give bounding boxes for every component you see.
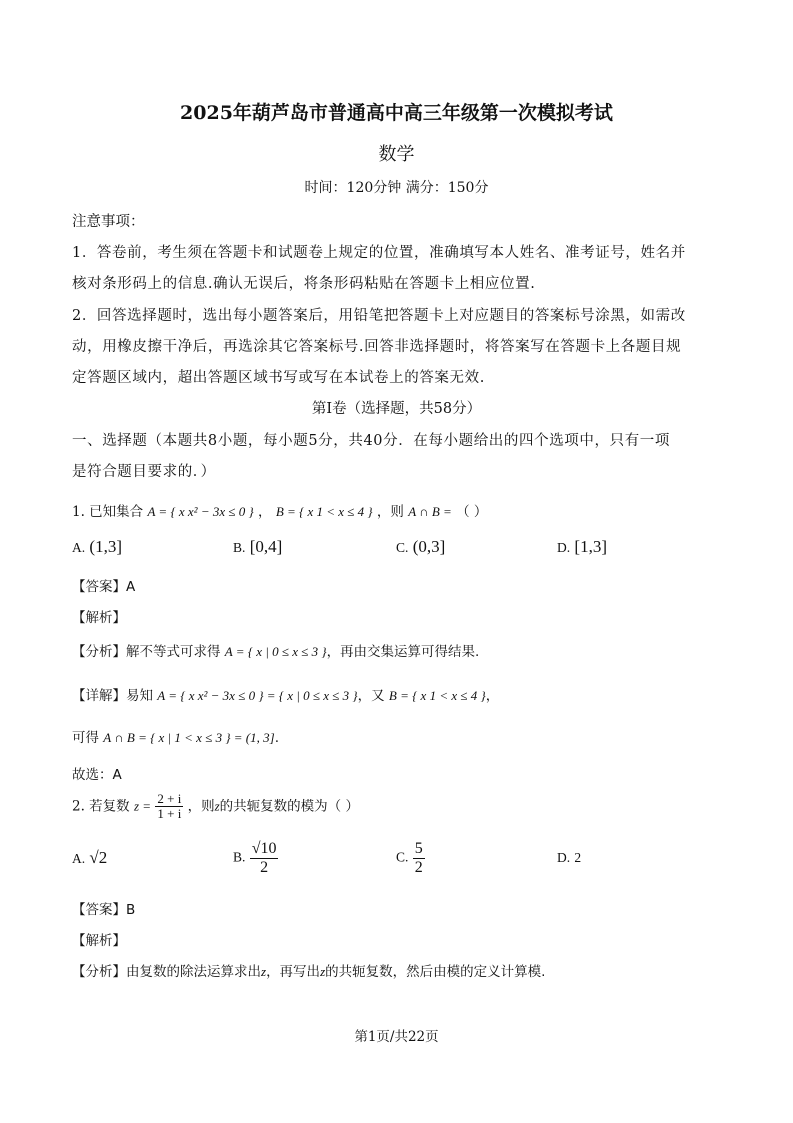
option-value: √2 (89, 848, 108, 867)
question-1-stem (72, 500, 487, 520)
fraction-numerator: 2 + i (157, 791, 182, 806)
detail-math: A = { x x² − 3x ≤ 0 } = { x | 0 ≤ x ≤ 3 } (157, 688, 358, 703)
page-number: 第1页/共22页 (354, 1029, 439, 1045)
question-1-option-b (233, 537, 282, 557)
fenxi-tag: 【分析】 (72, 644, 126, 660)
option-value: (1,3] (89, 537, 122, 556)
question-2-z: z (214, 798, 220, 814)
notice-item-1-line-1: 1．答卷前，考生须在答题卡和试题卷上规定的位置，准确填写本人姓名、准考证号，姓名并 (72, 245, 686, 261)
detail-text-pre: 易知 (126, 688, 153, 704)
fenxi-z: z (261, 964, 267, 979)
option-fraction (250, 840, 279, 876)
option-label: D. (557, 540, 571, 555)
notice-heading: 注意事项： (72, 214, 145, 230)
option-label: B. (233, 540, 246, 555)
option-label: D. (557, 850, 571, 865)
question-2-option-d (557, 850, 581, 866)
option-label: C. (396, 849, 409, 865)
part-one-title: 第Ⅰ卷（选择题，共58分） (311, 401, 482, 417)
question-2-option-c (396, 840, 425, 876)
result-text-pre: 可得 (72, 730, 99, 746)
option-label: C. (396, 540, 409, 555)
question-2-fraction (155, 792, 183, 822)
fraction-denominator: 1 + i (157, 806, 182, 822)
question-1-result (72, 726, 279, 746)
answer-value: A (126, 579, 136, 595)
fenxi-text-post: 的共轭复数，然后由模的定义计算模. (325, 964, 546, 980)
question-1-conclusion: 故选：A (72, 767, 122, 783)
question-2-fenxi (72, 960, 545, 980)
question-1-then: ，则 (376, 504, 404, 520)
option-label: B. (233, 849, 246, 865)
question-2-analysis-tag: 【解析】 (72, 933, 126, 949)
detail-tag: 【详解】 (72, 688, 126, 704)
question-2-answer (72, 898, 135, 918)
detail-math-2: B = { x 1 < x ≤ 4 } (388, 688, 486, 703)
answer-value: B (126, 902, 136, 918)
question-1-set-a: A = { x x² − 3x ≤ 0 } (147, 504, 254, 519)
option-value: [1,3] (574, 537, 607, 556)
answer-tag: 【答案】 (72, 579, 126, 595)
option-label: A. (72, 851, 86, 866)
question-2-mid: ，则 (187, 798, 215, 815)
fenxi-text-post: ，再由交集运算可得结果. (326, 644, 480, 660)
answer-tag: 【答案】 (72, 902, 126, 918)
result-text-end: . (274, 730, 279, 746)
notice-item-2-line-3: 定答题区域内，超出答题区域书写或写在本试卷上的答案无效. (72, 370, 485, 386)
time-score-info: 时间：120分钟 满分：150分 (304, 180, 489, 196)
question-1-intersection: A ∩ B = (408, 504, 452, 519)
option-fraction (413, 840, 425, 876)
question-1-option-a (72, 537, 122, 557)
section-intro-line-2: 是符合题目要求的．） (72, 464, 216, 480)
question-1-set-b: B = { x 1 < x ≤ 4 } (275, 504, 373, 519)
question-1-option-c (396, 537, 445, 557)
question-2-stem (72, 792, 359, 822)
fenxi-text-pre: 解不等式可求得 (126, 644, 221, 660)
fraction-numerator: √10 (251, 840, 277, 857)
question-1-detail (72, 684, 499, 704)
section-intro-line-1: 一、选择题（本题共8小题，每小题5分，共40分．在每小题给出的四个选项中，只有一项 (72, 433, 670, 449)
option-label: A. (72, 540, 86, 555)
notice-item-1-line-2: 核对条形码上的信息.确认无误后，将条形码粘贴在答题卡上相应位置. (72, 276, 536, 292)
option-value: [0,4] (249, 537, 283, 556)
subject-title: 数学 (378, 144, 415, 165)
question-2-option-a (72, 848, 107, 868)
fenxi-z-2: z (320, 964, 326, 979)
fraction-denominator: 2 (260, 858, 269, 876)
question-2-z-eq: z = (133, 798, 152, 814)
question-1-option-d (557, 537, 607, 557)
question-1-answer (72, 575, 135, 595)
fenxi-text-pre: 由复数的除法运算求出 (126, 964, 261, 980)
fenxi-tag: 【分析】 (72, 964, 126, 980)
fenxi-math: A = { x | 0 ≤ x ≤ 3 } (224, 644, 327, 659)
question-1-fenxi (72, 640, 479, 660)
fenxi-text-mid: ，再写出 (266, 964, 321, 980)
exam-title: 2025年葫芦岛市普通高中高三年级第一次模拟考试 (180, 102, 613, 124)
question-1-analysis-tag: 【解析】 (72, 610, 126, 626)
result-math: A ∩ B = { x | 1 < x ≤ 3 } = (1, 3] (103, 730, 275, 745)
notice-item-2-line-2: 动，用橡皮擦干净后，再选涂其它答案标号.回答非选择题时，将答案写在答题卡上各题目规 (72, 339, 682, 355)
question-2-option-b (233, 840, 278, 876)
question-1-separator: ， (258, 504, 272, 520)
detail-text-mid: ，又 (357, 688, 385, 704)
fraction-numerator: 5 (414, 840, 423, 857)
question-2-suffix: 的共轭复数的模为（ ） (219, 798, 359, 815)
option-value: 2 (574, 850, 582, 865)
fraction-denominator: 2 (414, 858, 423, 876)
question-1-paren: （ ） (456, 504, 488, 520)
notice-item-2-line-1: 2．回答选择题时，选出每小题答案后，用铅笔把答题卡上对应题目的答案标号涂黑，如需改 (72, 308, 686, 324)
option-value: (0,3] (412, 537, 446, 556)
detail-text-end: ， (485, 688, 500, 704)
question-1-prefix: 1. 已知集合 (72, 504, 144, 520)
question-2-prefix: 2. 若复数 (72, 798, 130, 815)
